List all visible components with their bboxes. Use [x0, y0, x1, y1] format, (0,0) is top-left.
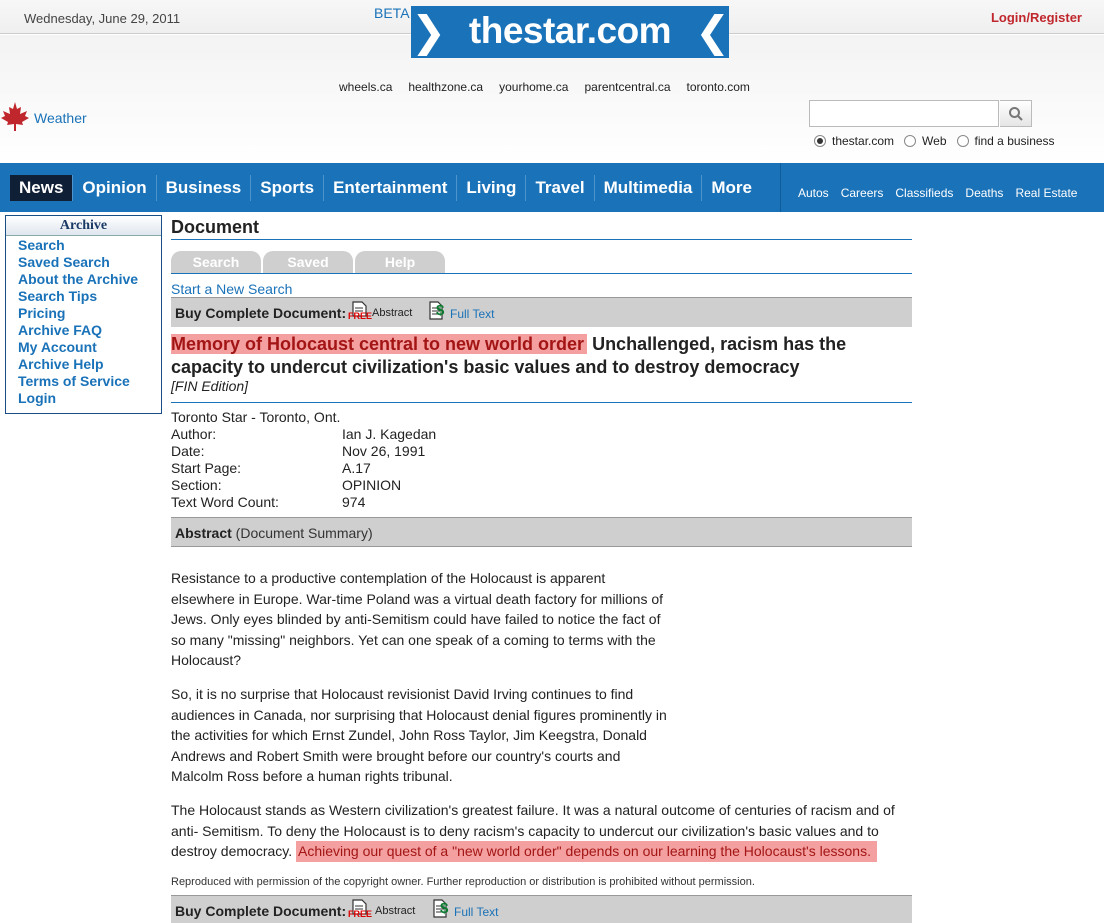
nav-classifieds[interactable]: Classifieds — [895, 186, 954, 200]
buy-document-bar — [171, 297, 912, 327]
sidebar-item-search[interactable]: Search — [18, 237, 65, 253]
headline-highlight: Memory of Holocaust central to new world order — [171, 334, 587, 354]
divider — [171, 273, 912, 274]
archive-sidebar — [5, 215, 162, 414]
sidebar-item-search-tips[interactable]: Search Tips — [18, 288, 98, 304]
document-tabs — [171, 251, 445, 274]
partner-links — [339, 80, 750, 94]
article-headline — [171, 333, 911, 379]
divider — [171, 239, 912, 240]
partner-link-healthzone[interactable]: healthzone.ca — [408, 80, 484, 94]
partner-link-parentcentral[interactable]: parentcentral.ca — [584, 80, 671, 94]
abstract-paragraph: Resistance to a productive contemplation of the Holocaust is apparent elsewhere in Europe. War-time Poland was a virtual death factory for millions of Jews. Only eyes blinded by anti-Semitism could have failed to notice the fact of so many "missing" neighbors. Yet can one speak of a coming to terms with the Holocaust? — [171, 570, 664, 668]
sidebar-item-about-archive[interactable]: About the Archive — [18, 271, 139, 287]
abstract-header — [171, 517, 912, 547]
weather-link[interactable]: Weather — [34, 110, 87, 126]
sidebar-item-terms[interactable]: Terms of Service — [18, 373, 130, 389]
dollar-icon: $ — [440, 900, 449, 917]
scope-web[interactable]: Web — [904, 134, 946, 148]
maple-leaf-icon — [0, 100, 30, 132]
scope-find-business[interactable]: find a business — [957, 134, 1055, 148]
scope-thestar[interactable]: thestar.com — [814, 134, 894, 148]
free-badge: FREE — [348, 311, 373, 321]
edition-label: [FIN Edition] — [171, 378, 249, 394]
abstract-label: Abstract — [175, 525, 232, 541]
nav-careers[interactable]: Careers — [840, 186, 884, 200]
nav-living[interactable]: Living — [457, 175, 526, 201]
buy-label: Buy Complete Document: — [175, 305, 347, 321]
tab-search[interactable]: Search — [171, 251, 261, 274]
meta-row-start-page: Start Page: A.17 — [171, 460, 371, 476]
abstract-paragraph: The Holocaust stands as Western civilization's greatest failure. It was a natural outcome of centuries of racism and of anti- Semitism. To deny the Holocaust is to deny racism's capacity to undercut our civilization's basic values and to destroy democracy. Achieving our quest of a "new world order" depends on our learning the Holocaust's lessons. — [171, 800, 901, 862]
sidebar-item-login[interactable]: Login — [18, 390, 57, 406]
abstract-sublabel: (Document Summary) — [231, 525, 373, 541]
meta-row-date: Date: Nov 26, 1991 — [171, 443, 426, 459]
search-input[interactable] — [809, 100, 999, 127]
nav-autos[interactable]: Autos — [798, 186, 829, 200]
nav-entertainment[interactable]: Entertainment — [324, 175, 457, 201]
sidebar-item-my-account[interactable]: My Account — [18, 339, 97, 355]
thestar-logo[interactable] — [411, 6, 729, 58]
highlighted-sentence: Achieving our quest of a "new world order" depends on our learning the Holocaust's lessons. — [296, 841, 877, 862]
search-button[interactable] — [1000, 100, 1032, 127]
meta-row-section: Section: OPINION — [171, 477, 402, 493]
nav-news[interactable]: News — [10, 175, 73, 201]
source: Toronto Star - Toronto, Ont. — [171, 409, 341, 425]
partner-link-wheels[interactable]: wheels.ca — [339, 80, 393, 94]
nav-real-estate[interactable]: Real Estate — [1015, 186, 1078, 200]
nav-more[interactable]: More — [711, 178, 753, 197]
search-scope-group — [814, 134, 1055, 148]
classifieds-nav — [798, 186, 1077, 200]
page-title: Document — [171, 217, 260, 237]
sidebar-item-saved-search[interactable]: Saved Search — [18, 254, 110, 270]
buy-document-bar-bottom — [171, 895, 912, 923]
divider — [171, 402, 912, 403]
sidebar-item-archive-help[interactable]: Archive Help — [18, 356, 104, 372]
full-text-link[interactable]: Full Text — [450, 307, 495, 321]
dollar-icon: $ — [436, 302, 445, 319]
meta-row-word-count: Text Word Count: 974 — [171, 494, 366, 510]
sidebar-item-pricing[interactable]: Pricing — [18, 305, 66, 321]
start-new-search-link[interactable]: Start a New Search — [171, 281, 293, 297]
free-badge: FREE — [348, 909, 373, 919]
radio-selected-icon — [814, 135, 826, 147]
nav-business[interactable]: Business — [157, 175, 252, 201]
abstract-link[interactable]: Abstract — [372, 307, 413, 319]
nav-opinion[interactable]: Opinion — [73, 175, 156, 201]
beta-label: BETA — [374, 5, 410, 21]
radio-icon — [904, 135, 916, 147]
nav-multimedia[interactable]: Multimedia — [595, 175, 703, 201]
nav-divider — [780, 163, 781, 212]
partner-link-yourhome[interactable]: yourhome.ca — [499, 80, 569, 94]
tab-saved[interactable]: Saved — [263, 251, 353, 274]
buy-label: Buy Complete Document: — [175, 903, 347, 919]
logo-left-chevron-icon: ❯ — [411, 8, 447, 55]
headline-subtitle: Unchallenged, racism has the capacity to undercut civilization's basic values and to destroy democracy — [171, 334, 847, 377]
meta-row-author: Author: Ian J. Kagedan — [171, 426, 437, 442]
magnifier-icon — [1008, 106, 1024, 122]
main-navigation — [0, 163, 1104, 212]
abstract-paragraph: So, it is no surprise that Holocaust revisionist David Irving continues to find audiences in Canada, nor surprising that Holocaust denial figures prominently in the activities for which Ernst Zundel, John Ross Taylor, Jim Keegstra, Donald Andrews and Robert Smith were brought before our country's courts and Malcolm Ross before a human rights tribunal. — [171, 686, 667, 784]
sidebar-item-archive-faq[interactable]: Archive FAQ — [18, 322, 103, 338]
section-nav — [10, 175, 761, 201]
logo-text: thestar.com — [468, 10, 672, 51]
nav-travel[interactable]: Travel — [526, 175, 594, 201]
login-register-link[interactable]: Login/Register — [990, 10, 1082, 25]
nav-sports[interactable]: Sports — [251, 175, 324, 201]
full-text-link[interactable]: Full Text — [454, 905, 499, 919]
radio-icon — [957, 135, 969, 147]
sidebar-title: Archive — [6, 216, 161, 236]
partner-link-toronto[interactable]: toronto.com — [686, 80, 750, 94]
article-metadata — [171, 409, 436, 511]
copyright-notice: Reproduced with permission of the copyright owner. Further reproduction or distribution is prohibited without permission. — [171, 876, 755, 888]
abstract-link[interactable]: Abstract — [375, 905, 416, 917]
nav-deaths[interactable]: Deaths — [965, 186, 1004, 200]
current-date: Wednesday, June 29, 2011 — [24, 11, 181, 26]
tab-help[interactable]: Help — [355, 251, 445, 274]
logo-right-chevron-icon: ❮ — [695, 8, 731, 55]
